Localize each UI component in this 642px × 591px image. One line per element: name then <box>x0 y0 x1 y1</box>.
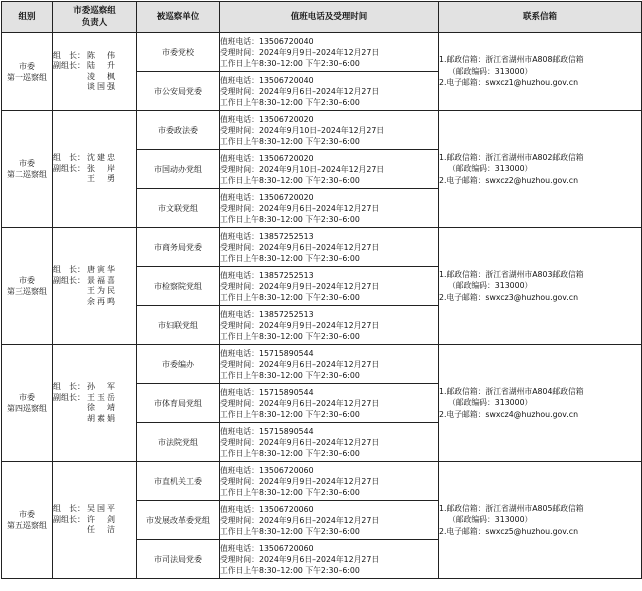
duty-period: 受理时间：2024年9月6日–2024年12月27日 <box>220 398 380 408</box>
group-name: 市委 第二巡察组 <box>2 111 53 228</box>
duty-hours: 工作日上午8:30–12:00 下午2:30–6:00 <box>220 526 360 536</box>
duty-info <box>220 462 439 501</box>
deputy-name: 陆 升 <box>87 61 115 70</box>
postal-code: （邮政编码：313000） <box>448 281 533 291</box>
header-contact: 联系信箱 <box>439 2 642 33</box>
leader-row <box>53 382 136 393</box>
duty-phone: 值班电话：15715890544 <box>220 387 314 397</box>
duty-period: 受理时间：2024年9月9日–2024年12月27日 <box>220 47 380 57</box>
group-name: 市委 第四巡察组 <box>2 345 53 462</box>
duty-hours: 工作日上午8:30–12:00 下午2:30–6:00 <box>220 409 360 419</box>
leader-names <box>87 153 136 164</box>
email-address: 2.电子邮箱：swxcz4@huzhou.gov.cn <box>439 409 579 419</box>
email-address: 2.电子邮箱：swxcz1@huzhou.gov.cn <box>439 78 579 88</box>
leader-name: 陈 伟 <box>87 50 115 60</box>
table-row <box>2 345 642 384</box>
deputy-names <box>87 515 136 536</box>
duty-hours: 工作日上午8:30–12:00 下午2:30–6:00 <box>220 370 360 380</box>
contact-mailbox <box>439 111 642 228</box>
leader-row <box>53 504 136 515</box>
duty-info <box>220 501 439 540</box>
deputy-name: 胡素娟 <box>87 413 115 423</box>
deputy-name: 王 勇 <box>87 174 115 184</box>
deputy-names <box>87 276 136 308</box>
inspected-unit: 市委政法委 <box>137 111 220 150</box>
deputy-row <box>53 515 136 536</box>
deputy-name: 景福喜 <box>87 275 115 285</box>
group-leaders <box>53 462 137 579</box>
inspected-unit: 市检察院党组 <box>137 267 220 306</box>
duty-period: 受理时间：2024年9月6日–2024年12月27日 <box>220 242 380 252</box>
leader-row <box>53 265 136 276</box>
inspected-unit: 市文联党组 <box>137 189 220 228</box>
header-hours: 值班电话及受理时间 <box>220 2 439 33</box>
postal-code: （邮政编码：313000） <box>448 66 533 76</box>
duty-hours: 工作日上午8:30–12:00 下午2:30–6:00 <box>220 487 360 497</box>
group-name: 市委 第五巡察组 <box>2 462 53 579</box>
group-leaders <box>53 228 137 345</box>
leader-name: 唐寅华 <box>87 265 115 274</box>
inspected-unit: 市妇联党组 <box>137 306 220 345</box>
duty-info <box>220 345 439 384</box>
duty-period: 受理时间：2024年9月6日–2024年12月27日 <box>220 437 380 447</box>
duty-hours: 工作日上午8:30–12:00 下午2:30–6:00 <box>220 565 360 575</box>
email-address: 2.电子邮箱：swxcz5@huzhou.gov.cn <box>439 526 579 536</box>
inspection-roster-table <box>1 1 642 579</box>
inspected-unit: 市国动办党组 <box>137 150 220 189</box>
duty-period: 受理时间：2024年9月9日–2024年12月27日 <box>220 320 380 330</box>
table-row <box>2 228 642 267</box>
duty-hours: 工作日上午8:30–12:00 下午2:30–6:00 <box>220 253 360 263</box>
group-name: 市委 第三巡察组 <box>2 228 53 345</box>
duty-hours: 工作日上午8:30–12:00 下午2:30–6:00 <box>220 292 360 302</box>
duty-phone: 值班电话：13506720020 <box>220 114 314 124</box>
duty-info <box>220 267 439 306</box>
inspected-unit: 市商务局党委 <box>137 228 220 267</box>
postal-code: （邮政编码：313000） <box>448 164 533 174</box>
deputy-role-label: 副组长： <box>53 392 85 402</box>
deputy-role-label: 副组长： <box>53 275 85 285</box>
duty-phone: 值班电话：13506720040 <box>220 36 314 46</box>
duty-info <box>220 111 439 150</box>
contact-mailbox <box>439 228 642 345</box>
header-group: 组别 <box>2 2 53 33</box>
duty-info <box>220 33 439 72</box>
deputy-row <box>53 393 136 425</box>
duty-info <box>220 423 439 462</box>
duty-hours: 工作日上午8:30–12:00 下午2:30–6:00 <box>220 136 360 146</box>
deputy-names <box>87 164 136 185</box>
duty-phone: 值班电话：13857252513 <box>220 309 314 319</box>
table-row <box>2 33 642 72</box>
deputy-name: 张 岸 <box>87 163 115 173</box>
leader-name: 吴国平 <box>87 504 115 514</box>
duty-phone: 值班电话：13506720060 <box>220 465 314 475</box>
contact-mailbox <box>439 462 642 579</box>
leader-names <box>87 382 136 393</box>
duty-info <box>220 189 439 228</box>
duty-phone: 值班电话：13506720060 <box>220 543 314 553</box>
duty-phone: 值班电话：13506720040 <box>220 75 314 85</box>
duty-hours: 工作日上午8:30–12:00 下午2:30–6:00 <box>220 58 360 68</box>
duty-phone: 值班电话：13506720020 <box>220 153 314 163</box>
email-address: 2.电子邮箱：swxcz3@huzhou.gov.cn <box>439 292 579 302</box>
group-leaders <box>53 111 137 228</box>
deputy-role-label: 副组长： <box>53 61 85 70</box>
email-address: 2.电子邮箱：swxcz2@huzhou.gov.cn <box>439 175 579 185</box>
duty-hours: 工作日上午8:30–12:00 下午2:30–6:00 <box>220 448 360 458</box>
leader-name: 孙 军 <box>87 382 115 391</box>
deputy-row <box>53 164 136 185</box>
duty-period: 受理时间：2024年9月10日–2024年12月27日 <box>220 125 385 135</box>
duty-phone: 值班电话：13506720020 <box>220 192 314 202</box>
leader-row <box>53 153 136 164</box>
inspected-unit: 市发展改革委党组 <box>137 501 220 540</box>
duty-period: 受理时间：2024年9月6日–2024年12月27日 <box>220 86 380 96</box>
duty-hours: 工作日上午8:30–12:00 下午2:30–6:00 <box>220 331 360 341</box>
deputy-row <box>53 276 136 308</box>
duty-period: 受理时间：2024年9月6日–2024年12月27日 <box>220 554 380 564</box>
leader-role-label: 组 长： <box>53 153 85 163</box>
duty-phone: 值班电话：15715890544 <box>220 426 314 436</box>
duty-info <box>220 72 439 111</box>
postal-mailbox: 1.邮政信箱：浙江省湖州市A804邮政信箱 <box>439 386 584 396</box>
leader-names <box>87 51 136 62</box>
postal-mailbox: 1.邮政信箱：浙江省湖州市A802邮政信箱 <box>439 152 584 162</box>
deputy-name: 王为民 <box>87 286 115 295</box>
leader-names <box>87 504 136 515</box>
contact-mailbox <box>439 345 642 462</box>
duty-phone: 值班电话：13857252513 <box>220 231 314 241</box>
duty-phone: 值班电话：13857252513 <box>220 270 314 280</box>
leader-role-label: 组 长： <box>53 265 85 274</box>
inspected-unit: 市体育局党组 <box>137 384 220 423</box>
postal-mailbox: 1.邮政信箱：浙江省湖州市A805邮政信箱 <box>439 503 584 513</box>
deputy-name: 任 洁 <box>87 525 115 535</box>
deputy-name: 王玉岳 <box>87 392 115 402</box>
deputy-name: 徐 靖 <box>87 403 115 412</box>
postal-mailbox: 1.邮政信箱：浙江省湖州市A803邮政信箱 <box>439 269 584 279</box>
table-row <box>2 111 642 150</box>
leader-name: 沈建忠 <box>87 153 115 163</box>
deputy-name: 凌 枫 <box>87 71 115 81</box>
group-leaders <box>53 33 137 111</box>
duty-period: 受理时间：2024年9月6日–2024年12月27日 <box>220 515 380 525</box>
inspected-unit: 市司法局党委 <box>137 540 220 579</box>
leader-names <box>87 265 136 276</box>
deputy-name: 谈国强 <box>87 82 115 91</box>
deputy-row <box>53 61 136 93</box>
duty-phone: 值班电话：15715890544 <box>220 348 314 358</box>
duty-phone: 值班电话：13506720060 <box>220 504 314 514</box>
duty-info <box>220 228 439 267</box>
leader-role-label: 组 长： <box>53 382 85 391</box>
inspected-unit: 市委党校 <box>137 33 220 72</box>
inspected-unit: 市直机关工委 <box>137 462 220 501</box>
inspected-unit: 市法院党组 <box>137 423 220 462</box>
leader-role-label: 组 长： <box>53 504 85 514</box>
deputy-role-label: 副组长： <box>53 163 85 173</box>
header-unit: 被巡察单位 <box>137 2 220 33</box>
deputy-names <box>87 393 136 425</box>
leader-role-label: 组 长： <box>53 50 85 60</box>
duty-period: 受理时间：2024年9月6日–2024年12月27日 <box>220 359 380 369</box>
leader-row <box>53 51 136 62</box>
deputy-names <box>87 61 136 93</box>
postal-code: （邮政编码：313000） <box>448 515 533 525</box>
duty-period: 受理时间：2024年9月6日–2024年12月27日 <box>220 203 380 213</box>
postal-mailbox: 1.邮政信箱：浙江省湖州市A808邮政信箱 <box>439 55 584 65</box>
duty-hours: 工作日上午8:30–12:00 下午2:30–6:00 <box>220 97 360 107</box>
duty-period: 受理时间：2024年9月10日–2024年12月27日 <box>220 164 385 174</box>
duty-period: 受理时间：2024年9月9日–2024年12月27日 <box>220 281 380 291</box>
inspected-unit: 市公安局党委 <box>137 72 220 111</box>
header-leader: 市委巡察组 负责人 <box>53 2 137 33</box>
deputy-name: 余再鸣 <box>87 296 115 306</box>
roster-body <box>2 33 642 579</box>
table-row <box>2 462 642 501</box>
deputy-role-label: 副组长： <box>53 514 85 524</box>
contact-mailbox <box>439 33 642 111</box>
duty-info <box>220 150 439 189</box>
group-leaders <box>53 345 137 462</box>
duty-info <box>220 384 439 423</box>
deputy-name: 许 剑 <box>87 514 115 524</box>
duty-hours: 工作日上午8:30–12:00 下午2:30–6:00 <box>220 214 360 224</box>
duty-info <box>220 540 439 579</box>
inspected-unit: 市委编办 <box>137 345 220 384</box>
duty-info <box>220 306 439 345</box>
duty-hours: 工作日上午8:30–12:00 下午2:30–6:00 <box>220 175 360 185</box>
group-name: 市委 第一巡察组 <box>2 33 53 111</box>
header-row <box>2 2 642 33</box>
postal-code: （邮政编码：313000） <box>448 398 533 408</box>
duty-period: 受理时间：2024年9月9日–2024年12月27日 <box>220 476 380 486</box>
